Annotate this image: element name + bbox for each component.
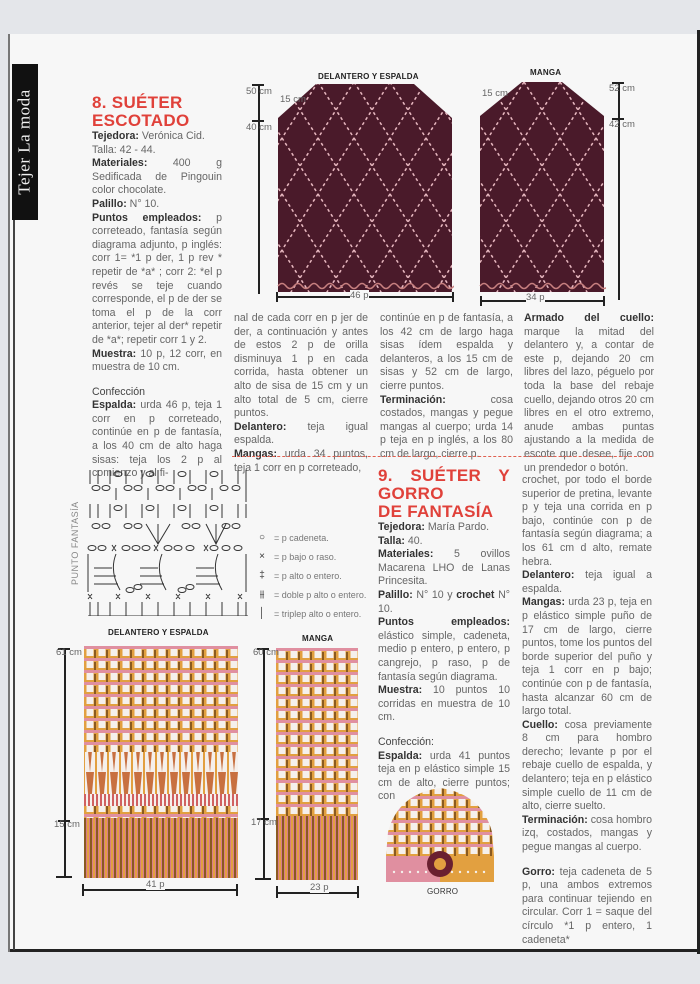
schematic9-sleeve-label: MANGA — [302, 634, 334, 643]
chain-stitch-icon: ○ — [258, 532, 266, 543]
pattern8-column-2: nal de cada corr en p jer de der, a continuación y antes de estos 2 p de orilla disminuya 1 p en cada corrida, hasta obtener un alto de sisa de 15 cm y un alto total de 5 cm, cierre puntos. Delantero: teja igual espalda. Mangas: urda 34 puntos, teja 1 corr en p correteado, — [234, 312, 368, 474]
dim-15cm-rib: 15 cm — [54, 819, 80, 830]
triple-treble-icon: │ — [258, 608, 266, 619]
legend-item: ○ = p cadeneta. — [255, 528, 366, 547]
pattern8-column-3: continúe en p de fantasía, a los 42 cm de largo haga sisas ídem espalda y delanteros, a los 15 cm de sisas y 52 cm de largo, cierre puntos. Terminación: cosa costados, mangas y pegue mangas al cuerpo; urda 14 p teja en p inglés, a los 80 cm de largo, cierre p. — [380, 312, 513, 460]
dim-15cm: 15 cm — [280, 94, 306, 105]
section-tab-label: Tejer La moda — [15, 89, 34, 195]
schematic8-sleeve-piece — [478, 78, 606, 294]
legend-item: │ = triplep alto o entero. — [255, 604, 366, 623]
legend-item: × = p bajo o raso. — [255, 547, 366, 566]
section-tab — [12, 64, 38, 220]
schematic8-front-label: DELANTERO Y ESPALDA — [318, 72, 419, 81]
dim-41p: 41 p — [146, 879, 165, 890]
hat-label: GORRO — [427, 887, 459, 896]
schematic8-sleeve-label: MANGA — [530, 68, 562, 77]
dim-23p: 23 p — [310, 882, 329, 893]
dim-60cm: 60 cm — [253, 647, 279, 658]
schematic9-front-label: DELANTERO Y ESPALDA — [108, 628, 209, 637]
confeccion-heading-9: Confección: — [378, 735, 434, 748]
schematic9-sleeve-piece — [276, 648, 358, 880]
sleeve-height-rule — [618, 82, 620, 300]
pattern9-title: 9. SUÉTER Y GORRO DE FANTASÍA — [378, 466, 510, 521]
sleeve9-height-rule — [263, 648, 265, 878]
dim-34p: 34 p — [526, 292, 545, 303]
pattern8-column-4: Armado del cuello: marque la mitad del delantero y, a contar de este p, dejando 20 cm libres del lazo, péguelo por toda la base del rebaje cuello, dejando otros 20 cm libres en el otro extremo, anude ambas puntas ajustando a la medida de escote que desee, fije con un prendedor o botón. — [524, 312, 654, 474]
schematic8-front-piece — [276, 82, 454, 294]
dim-52cm: 52 cm — [609, 83, 635, 94]
dim-42cm: 42 cm — [609, 119, 635, 130]
stitch-chart — [86, 466, 250, 616]
dim-46p: 46 p — [350, 290, 369, 301]
dim-50cm: 50 cm — [246, 86, 272, 97]
pattern9-column-1: 9. SUÉTER Y GORRO DE FANTASÍA Tejedora: María Pardo. Talla: 40. Materiales: 5 ovillos Macarena LHO de Lanas Princesita. Palillo: N° 10 y crochet N° 10. Puntos empleados: elástico simple, cadeneta, medio p entero, p entero, p cangrejo, p raso, p de fantasía según diagrama. Muestra: 10 puntos 10 corridas en muestra de 10 cm. Confección: Espalda: urda 41 puntos teja en p elástico simple 15 cm de alto, cierre puntos; con — [378, 466, 510, 803]
double-crochet-icon: ‡ — [259, 570, 265, 581]
single-crochet-icon: × — [259, 551, 265, 562]
schematic9-front-piece — [84, 646, 238, 878]
pattern8-column-1: 8. SUÉTER ESCOTADO Tejedora: Verónica Cid. Talla: 42 - 44. Materiales: 400 g Sedificada de Pingouin color chocolate. Palillo: N° 10. Puntos empleados: p correteado, fantasía según diagrama adjunto, p inglés: corr 1= *1 p der, 1 p rev * repetir de *a* ; corr 2: *el p revés se teje cuando corresponde, el p de der se toma el p de la corr anterior, tejer al der* repetir de *a*; repetir corr 1 y 2. Muestra: 10 p, 12 corr, en muestra de 10 cm. Confección Espalda: urda 46 p, teja 1 corr en p correteado, continúe en p de fantasía, a los 40 cm de alto haga sisas: teja los 2 p al comienzo y al fi- — [92, 93, 222, 480]
front9-height-rule — [64, 648, 66, 876]
dim-40cm: 40 cm — [246, 122, 272, 133]
confeccion-heading: Confección — [92, 385, 145, 398]
dim-17cm: 17 cm — [251, 817, 277, 828]
height-rule — [258, 84, 260, 294]
legend-item: ⫵ = doble p alto o entero. — [255, 585, 366, 604]
spine-rule — [13, 220, 15, 950]
legend-item: ‡ = p alto o entero. — [255, 566, 366, 585]
page-edge — [8, 34, 10, 952]
section-divider — [232, 456, 652, 457]
treble-crochet-icon: ⫵ — [259, 589, 265, 600]
stitch-legend — [255, 528, 366, 623]
dim-15cm-sleeve: 15 cm — [482, 88, 508, 99]
punto-fantasia-label: PUNTO FANTASÍA — [70, 501, 80, 585]
pattern8-title: 8. SUÉTER ESCOTADO — [92, 93, 190, 130]
dim-61cm: 61 cm — [56, 647, 82, 658]
pattern9-column-2: crochet, por todo el borde superior de pretina, levante p y teja una corrida en p bajo, continúe con p de fantasía según diagrama; a los 61 cm d alto, remate hebra. Delantero: teja igual a espalda. Mangas: urda 23 p, teja en p elástico simple puño de 17 cm de largo, cierre puntos, tome los puntos del borde superior del puño y teja 1 corr en p bajo; continúe con p de fantasía, hasta alcanzar 60 cm de largo total. Cuello: cosa previamente 8 cm para hombro derecho; levante p por el rebaje cuello de espalda, y delantero; teja en p elástico simple cuello de 11 cm de alto, cierre suelto. Terminación: cosa hombro izq, costados, mangas y pegue mangas al cuerpo. Gorro: teja cadeneta de 5 p, una ambos extremos para continuar tejiendo en circular. Corr 1 = saque del círculo *1 p entero, 1 cadeneta* — [522, 474, 652, 946]
